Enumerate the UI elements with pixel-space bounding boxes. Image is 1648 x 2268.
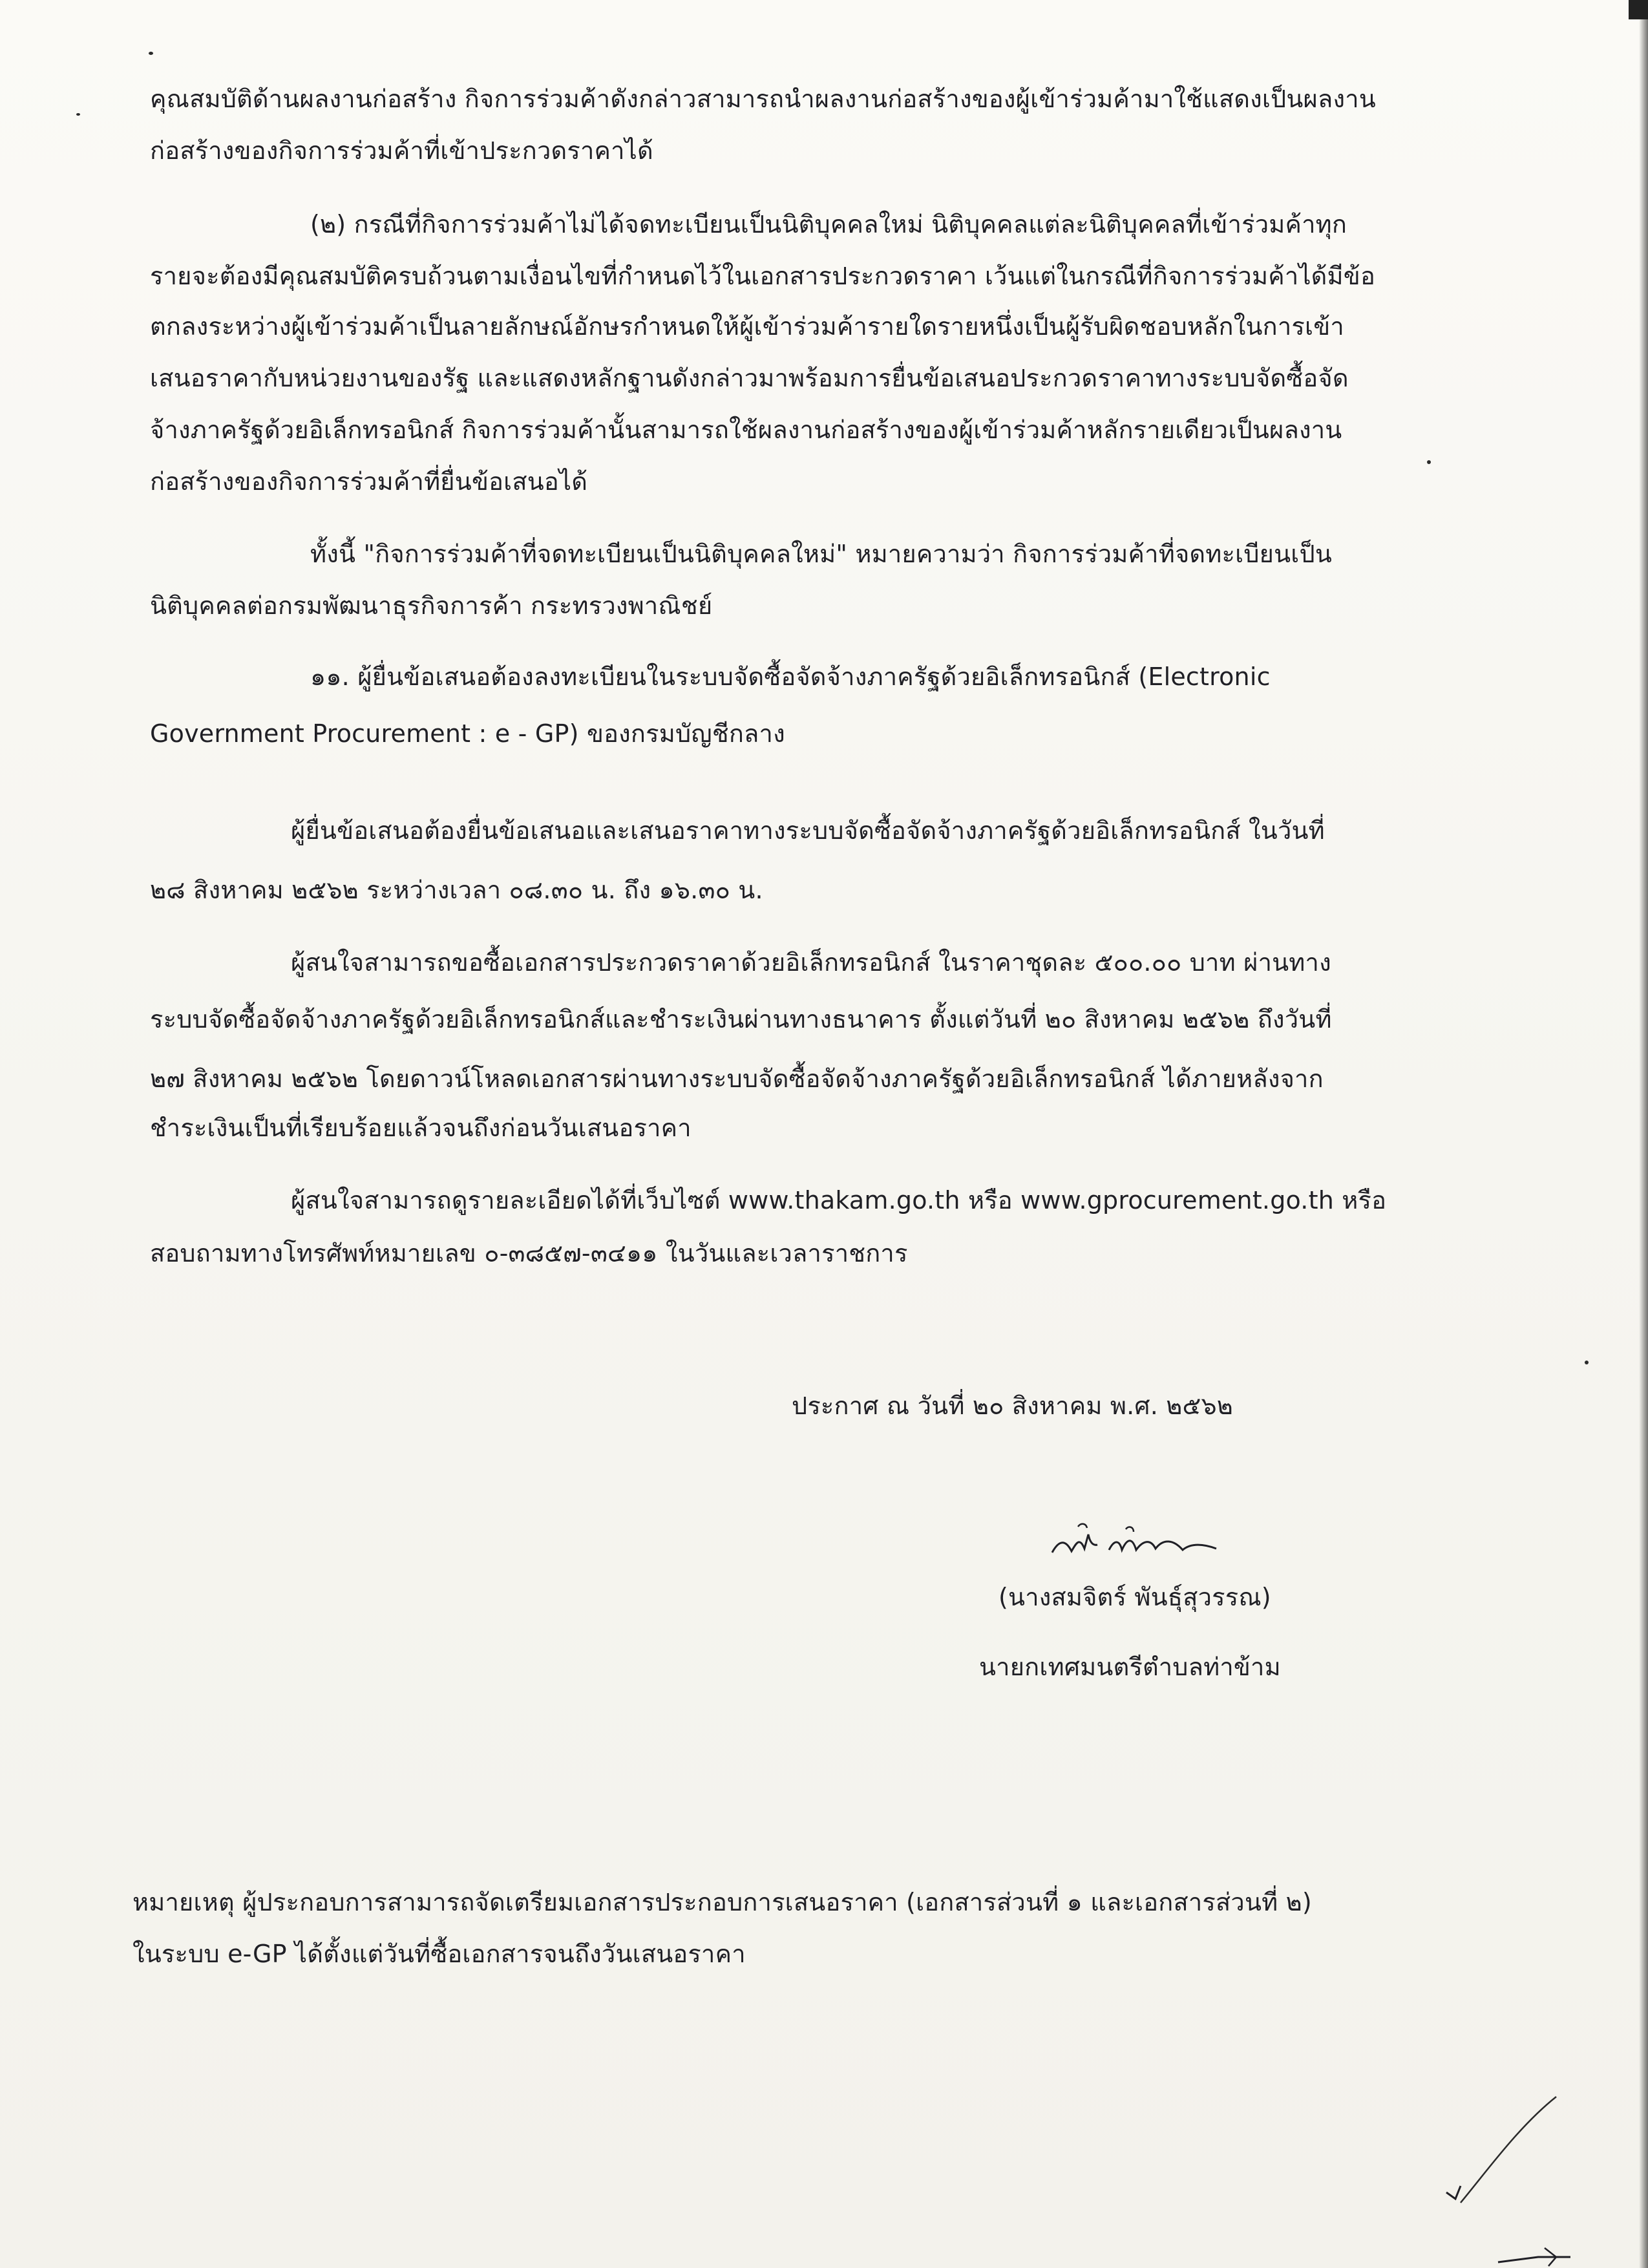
body-line-13: ผู้ยื่นข้อเสนอต้องยื่นข้อเสนอและเสนอราคาทางระบบจัดซื้อจัดจ้างภาครัฐด้วยอิเล็กทรอนิกส์ ในวันที่ xyxy=(291,816,1325,845)
scan-edge-shadow xyxy=(1639,0,1648,2268)
body-line-1: คุณสมบัติด้านผลงานก่อสร้าง กิจการร่วมค้าดังกล่าวสามารถนำผลงานก่อสร้างของผู้เข้าร่วมค้ามาใช้แสดงเป็นผลงาน xyxy=(150,85,1376,113)
body-line-5: ตกลงระหว่างผู้เข้าร่วมค้าเป็นลายลักษณ์อักษรกำหนดให้ผู้เข้าร่วมค้ารายใดรายหนึ่งเป็นผู้รับผิดชอบหลักในการเข้า xyxy=(150,312,1344,341)
body-line-6: เสนอราคากับหน่วยงานของรัฐ และแสดงหลักฐานดังกล่าวมาพร้อมการยื่นข้อเสนอประกวดราคาทางระบบจัดซื้อจัด xyxy=(150,364,1349,392)
pen-scribble xyxy=(1441,2088,1583,2268)
body-line-9: ทั้งนี้ "กิจการร่วมค้าที่จดทะเบียนเป็นนิติบุคคลใหม่" หมายความว่า กิจการร่วมค้าที่จดทะเบียนเป็น xyxy=(310,540,1332,568)
announcement-date: ประกาศ ณ วันที่ ๒๐ สิงหาคม พ.ศ. ๒๕๖๒ xyxy=(792,1392,1234,1420)
signer-title: นายกเทศมนตรีตำบลท่าข้าม xyxy=(979,1653,1281,1681)
scan-speck xyxy=(149,52,153,55)
scan-corner-mark xyxy=(1629,0,1648,19)
body-line-2: ก่อสร้างของกิจการร่วมค้าที่เข้าประกวดราคาได้ xyxy=(150,136,653,165)
body-line-8: ก่อสร้างของกิจการร่วมค้าที่ยื่นข้อเสนอได้ xyxy=(150,467,588,496)
body-line-18: ชำระเงินเป็นที่เรียบร้อยแล้วจนถึงก่อนวันเสนอราคา xyxy=(150,1114,692,1142)
body-line-12: Government Procurement : e - GP) ของกรมบัญชีกลาง xyxy=(150,719,785,748)
body-line-16: ระบบจัดซื้อจัดจ้างภาครัฐด้วยอิเล็กทรอนิกส์และชำระเงินผ่านทางธนาคาร ตั้งแต่วันที่ ๒๐ สิงหาคม ๒๕๖๒ ถึงวันที่ xyxy=(150,1005,1332,1033)
scan-speck xyxy=(1585,1361,1589,1364)
scan-speck xyxy=(76,113,80,116)
body-line-19: ผู้สนใจสามารถดูรายละเอียดได้ที่เว็บไซต์ www.thakam.go.th หรือ www.gprocurement.go.th หรือ xyxy=(291,1186,1387,1214)
body-line-7: จ้างภาครัฐด้วยอิเล็กทรอนิกส์ กิจการร่วมค้านั้นสามารถใช้ผลงานก่อสร้างของผู้เข้าร่วมค้าหลักรายเดียวเป็นผลงาน xyxy=(150,416,1342,444)
signer-name: (นางสมจิตร์ พันธุ์สุวรรณ) xyxy=(998,1583,1271,1611)
body-line-4: รายจะต้องมีคุณสมบัติครบถ้วนตามเงื่อนไขที่กำหนดไว้ในเอกสารประกวดราคา เว้นแต่ในกรณีที่กิจการร่วมค้าได้มีข้อ xyxy=(150,262,1376,290)
body-line-10: นิติบุคคลต่อกรมพัฒนาธุรกิจการค้า กระทรวงพาณิชย์ xyxy=(150,591,713,620)
body-line-11: ๑๑. ผู้ยื่นข้อเสนอต้องลงทะเบียนในระบบจัดซื้อจัดจ้างภาครัฐด้วยอิเล็กทรอนิกส์ (Electronic xyxy=(310,662,1271,691)
remark-line-2: ในระบบ e-GP ได้ตั้งแต่วันที่ซื้อเอกสารจนถึงวันเสนอราคา xyxy=(132,1940,746,1968)
remark-line-1: หมายเหตุ ผู้ประกอบการสามารถจัดเตรียมเอกสารประกอบการเสนอราคา (เอกสารส่วนที่ ๑ และเอกสารส่วนที่ ๒) xyxy=(132,1888,1312,1916)
scan-speck xyxy=(1427,460,1431,464)
body-line-14: ๒๘ สิงหาคม ๒๕๖๒ ระหว่างเวลา ๐๘.๓๐ น. ถึง ๑๖.๓๐ น. xyxy=(150,876,763,904)
body-line-15: ผู้สนใจสามารถขอซื้อเอกสารประกวดราคาด้วยอิเล็กทรอนิกส์ ในราคาชุดละ ๕๐๐.๐๐ บาท ผ่านทาง xyxy=(291,948,1331,977)
signature xyxy=(1047,1512,1241,1571)
body-line-17: ๒๗ สิงหาคม ๒๕๖๒ โดยดาวน์โหลดเอกสารผ่านทางระบบจัดซื้อจัดจ้างภาครัฐด้วยอิเล็กทรอนิกส์ ได้ภายหลังจาก xyxy=(150,1065,1324,1093)
body-line-3: (๒) กรณีที่กิจการร่วมค้าไม่ได้จดทะเบียนเป็นนิติบุคคลใหม่ นิติบุคคลแต่ละนิติบุคคลที่เข้าร่วมค้าทุก xyxy=(310,210,1347,238)
body-line-20: สอบถามทางโทรศัพท์หมายเลข ๐-๓๘๕๗-๓๔๑๑ ในวันและเวลาราชการ xyxy=(150,1239,908,1267)
